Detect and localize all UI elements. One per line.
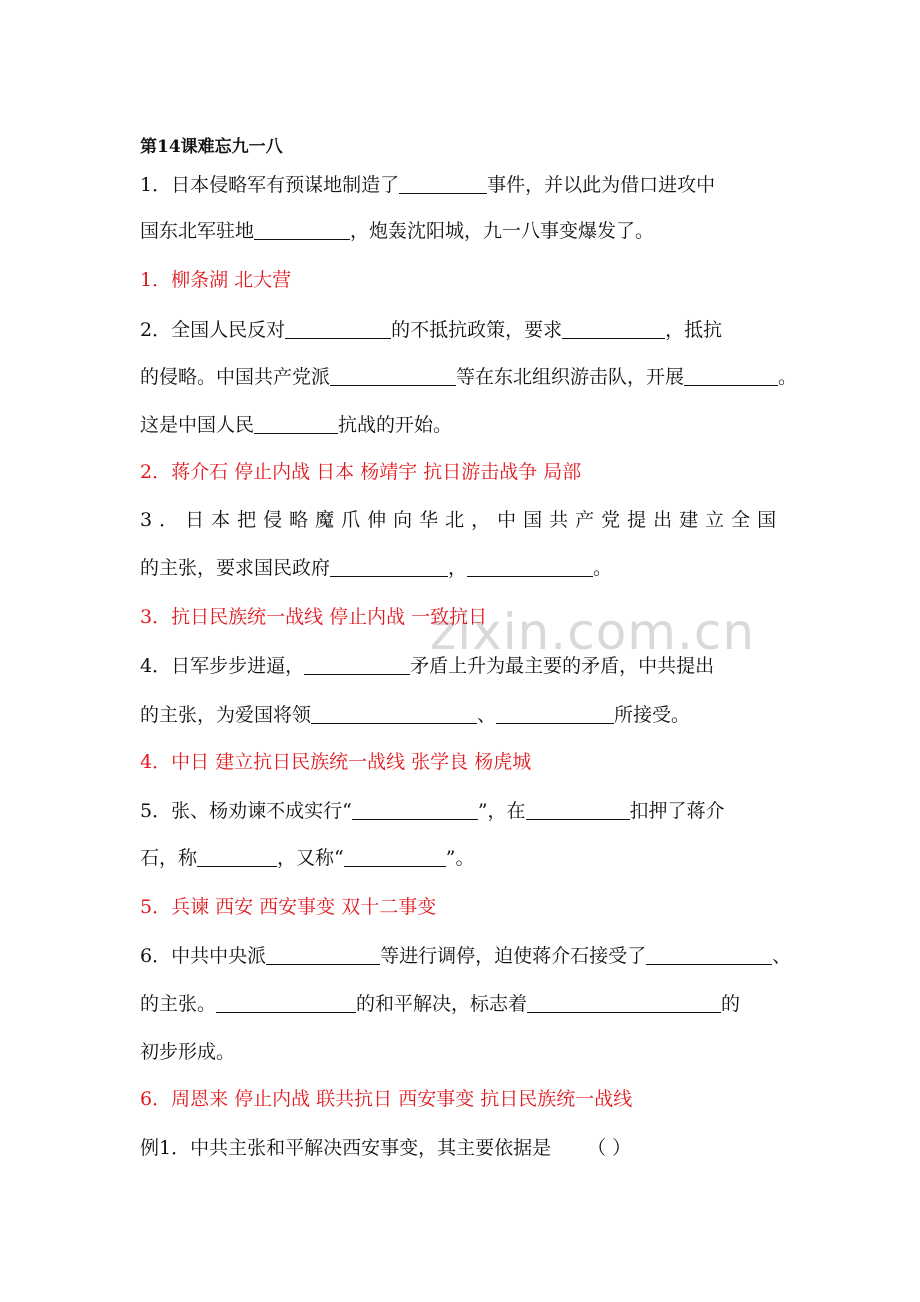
watermark: zixin.com.cn — [430, 603, 756, 661]
question-2-line-3: 这是中国人民 抗战的开始。 — [140, 414, 453, 436]
blank — [330, 365, 456, 386]
blank — [254, 219, 350, 240]
blank — [266, 944, 380, 965]
blank — [216, 992, 356, 1013]
blank — [646, 944, 772, 965]
question-4-line-1: 4．日军步步进逼， 矛盾上升为最主要的矛盾，中共提出 — [140, 655, 715, 677]
question-2-line-1: 2．全国人民反对 的不抵抗政策，要求 ，抵抗 — [140, 319, 723, 341]
blank — [399, 173, 487, 194]
question-2-line-2: 的侵略。中国共产党派 等在东北组织游击队，开展 。 — [140, 366, 798, 388]
question-1-line-2: 国东北军驻地 ，炮轰沈阳城，九一八事变爆发了。 — [140, 220, 655, 242]
question-6-line-2: 的主张。 的和平解决，标志着 的 — [140, 993, 741, 1015]
question-5-line-1: 5．张、杨劝谏不成实行“ ”，在 扣押了蒋介 — [140, 800, 725, 822]
answer-4: 4．中日 建立抗日民族统一战线 张学良 杨虎城 — [140, 751, 532, 773]
blank — [311, 703, 477, 724]
blank — [527, 992, 721, 1013]
question-1-line-1: 1．日本侵略军有预谋地制造了 事件，并以此为借口进攻中 — [140, 174, 716, 196]
blank — [496, 703, 614, 724]
blank — [344, 846, 446, 867]
answer-5: 5．兵谏 西安 西安事变 双十二事变 — [140, 896, 437, 918]
blank — [254, 413, 338, 434]
question-5-line-2: 石，称 ，又称“ ”。 — [140, 847, 475, 869]
blank — [352, 799, 478, 820]
answer-bracket: （ ） — [587, 1137, 632, 1159]
blank — [562, 318, 665, 339]
blank — [197, 846, 277, 867]
answer-2: 2．蒋介石 停止内战 日本 杨靖宇 抗日游击战争 局部 — [140, 461, 582, 483]
question-3-line-2: 的主张，要求国民政府 ， 。 — [140, 557, 613, 579]
question-6-line-1: 6．中共中央派 等进行调停，迫使蒋介石接受了 、 — [140, 945, 792, 967]
answer-3: 3．抗日民族统一战线 停止内战 一致抗日 — [140, 606, 488, 628]
answer-6: 6．周恩来 停止内战 联共抗日 西安事变 抗日民族统一战线 — [140, 1088, 633, 1110]
blank — [304, 654, 410, 675]
question-3-line-1: 3．日本把侵略魔爪伸向华北，中国共产党提出建立全国 — [140, 509, 784, 531]
lesson-title: 第14课难忘九一八 — [140, 137, 283, 157]
blank — [330, 556, 448, 577]
question-4-line-2: 的主张，为爱国将领 、 所接受。 — [140, 704, 691, 726]
question-6-line-3: 初步形成。 — [140, 1041, 236, 1063]
blank — [467, 556, 593, 577]
blank — [285, 318, 391, 339]
blank — [526, 799, 630, 820]
example-1: 例1．中共主张和平解决西安事变，其主要依据是 （ ） — [140, 1137, 632, 1159]
blank — [684, 365, 778, 386]
answer-1: 1．柳条湖 北大营 — [140, 269, 292, 291]
